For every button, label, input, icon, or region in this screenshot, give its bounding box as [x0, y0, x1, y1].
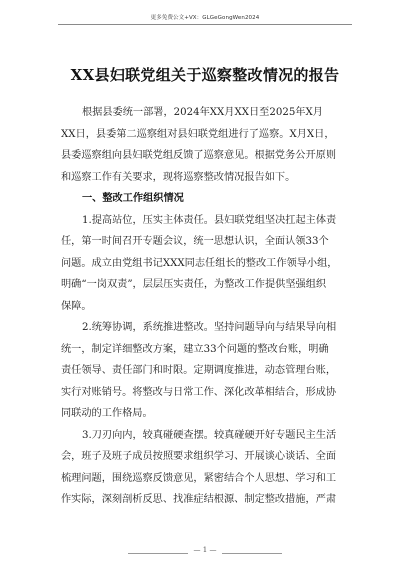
header-divider: [58, 24, 352, 25]
paragraph-line: 会，班子及班子成员按照要求组织学习、开展谈心谈话、全面: [61, 451, 337, 462]
paragraph-line: 2.统筹协调，系统推进整改。坚持问题导向与结果导向相: [82, 322, 337, 333]
item-2-paragraph: [61, 317, 348, 425]
intro-paragraph: [61, 102, 348, 188]
paragraph-line: 根据县委统一部署，2024年XX月XX日至2025年X月: [82, 107, 323, 118]
paragraph-line: 保障。: [61, 300, 92, 312]
paragraph-line: 3.刀刃向内，较真碰硬查摆。较真碰硬开好专题民主生活: [82, 429, 337, 441]
paragraph-line: 和巡察工作有关要求，现将巡察整改情况报告如下。: [61, 171, 296, 183]
paragraph-line: 任，第一时间召开专题会议，统一思想认识，全面认领33个: [61, 236, 329, 247]
paragraph-line: 作实际，深刻剖析反思、找准症结根源、制定整改措施，严肃: [61, 494, 337, 505]
paragraph-line: 问题。成立由党组书记XXX同志任组长的整改工作领导小组，: [61, 257, 338, 269]
footer-rule-right: [222, 553, 282, 554]
paragraph-line: 同联动的工作格局。: [61, 408, 153, 419]
footer-rule-left: [128, 553, 188, 554]
paragraph-line: 统一，制定详细整改方案，建立33个问题的整改台账，明确: [61, 343, 329, 355]
item-1-paragraph: [61, 210, 348, 318]
paragraph-line: 1.提高站位，压实主体责任。县妇联党组坚决扛起主体责: [82, 214, 337, 226]
paragraph-line: 责任领导、责任部门和时限。定期调度推进，动态管理台账，: [61, 365, 337, 376]
paragraph-line: 实行对账销号。将整改与日常工作、深化改革相结合，形成协: [61, 386, 337, 398]
item-3-paragraph: [61, 425, 348, 511]
document-title: XX县妇联党组关于巡察整改情况的报告: [70, 66, 340, 84]
paragraph-line: 县委巡察组向县妇联党组反馈了巡察意见。根据党务公开原则: [61, 150, 337, 161]
page-number: — 1 —: [193, 546, 217, 554]
paragraph-line: 梳理问题，围绕巡察反馈意见，紧密结合个人思想、学习和工: [61, 472, 337, 484]
paragraph-line: 明确“一岗双责”，层层压实责任，为整改工作提供坚强组织: [61, 279, 327, 290]
header-note: 更多免费公文+VX：GLGeGongWen2024: [150, 15, 260, 21]
section-heading: 一、整改工作组织情况: [82, 193, 184, 204]
document-body: [61, 102, 348, 511]
paragraph-line: XX日，县委第二巡察组对县妇联党组进行了巡察。X月X日，: [61, 128, 335, 140]
